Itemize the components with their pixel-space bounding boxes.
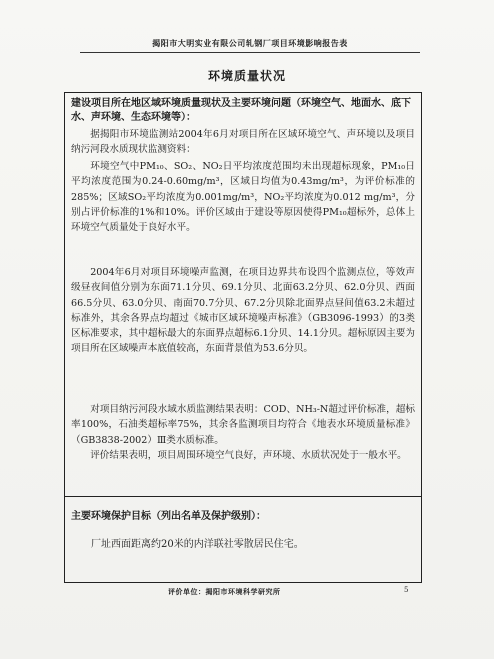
question2-title: 主要环境保护目标（列出名单及保护级别）： <box>71 511 266 522</box>
paragraph-water-quality: 对项目纳污河段水域水质监测结果表明：COD、NH₃-N超过评价标准，超标率100%，石油类超标率75%，其余各监测项目均符合《地表水环境质量标准》（GB3838-2002）Ⅲ类水质标准。 <box>71 404 415 446</box>
report-header: 揭阳市大明实业有限公司轧钢厂项目环境影响报告表 <box>80 38 420 53</box>
paragraph-conclusion: 评价结果表明，项目周围环境空气良好，声环境、水质状况处于一般水平。 <box>90 450 407 461</box>
page-number: 5 <box>404 586 409 594</box>
protection-targets-box <box>64 497 422 583</box>
paragraph-noise: 2004年6月对项目环境噪声监测，在项目边界共布设四个监测点位，等效声级昼夜间值分别为东面71.1分贝、69.1分贝、北面63.2分贝、62.0分贝、西面66.5分贝、63.0分贝、南面70.7分贝、67.2分贝除北面界点昼间值63.2未超过标准外，其余各界点均超过《城市区域环境噪声标准》（GB3096-1993）的3类区标准要求，其中超标最大的东面界点超标6.1分贝、14.1分贝。超标原因主要为项目所在区域噪声本底值较高，东面背景值为53.6分贝。 <box>71 267 415 355</box>
evaluation-unit: 评价单位：揭阳市环境科学研究所 <box>168 588 281 596</box>
protection-target-text: 厂址西面距离约20米的内洋联社零散居民住宅。 <box>91 539 304 550</box>
section-title: 环境质量状况 <box>207 69 286 83</box>
paragraph-air-quality: 环境空气中PM₁₀、SO₂、NO₂日平均浓度范围均未出现超标现象，PM₁₀日平均浓度范围为0.24-0.60mg/m³，区域日均值为0.43mg/m³，为评价标准的285%；区域SO₂平均浓度为0.001mg/m³，NO₂平均浓度为0.012 mg/m³，分别占评价标准的1%和10%。评价区域由于建设等原因使得PM₁₀超标外，总体上环境空气质量处于良好水平。 <box>71 161 415 234</box>
paragraph-monitoring-source: 据揭阳市环境监测站2004年6月对项目所在区域环境空气、声环境以及项目纳污河段水质现状监测资料： <box>71 129 415 156</box>
question1-title: 建设项目所在地区域环境质量现状及主要环境问题（环境空气、地面水、底下水、声环境、生态环境等）： <box>71 98 411 123</box>
environment-status-box <box>64 92 422 497</box>
